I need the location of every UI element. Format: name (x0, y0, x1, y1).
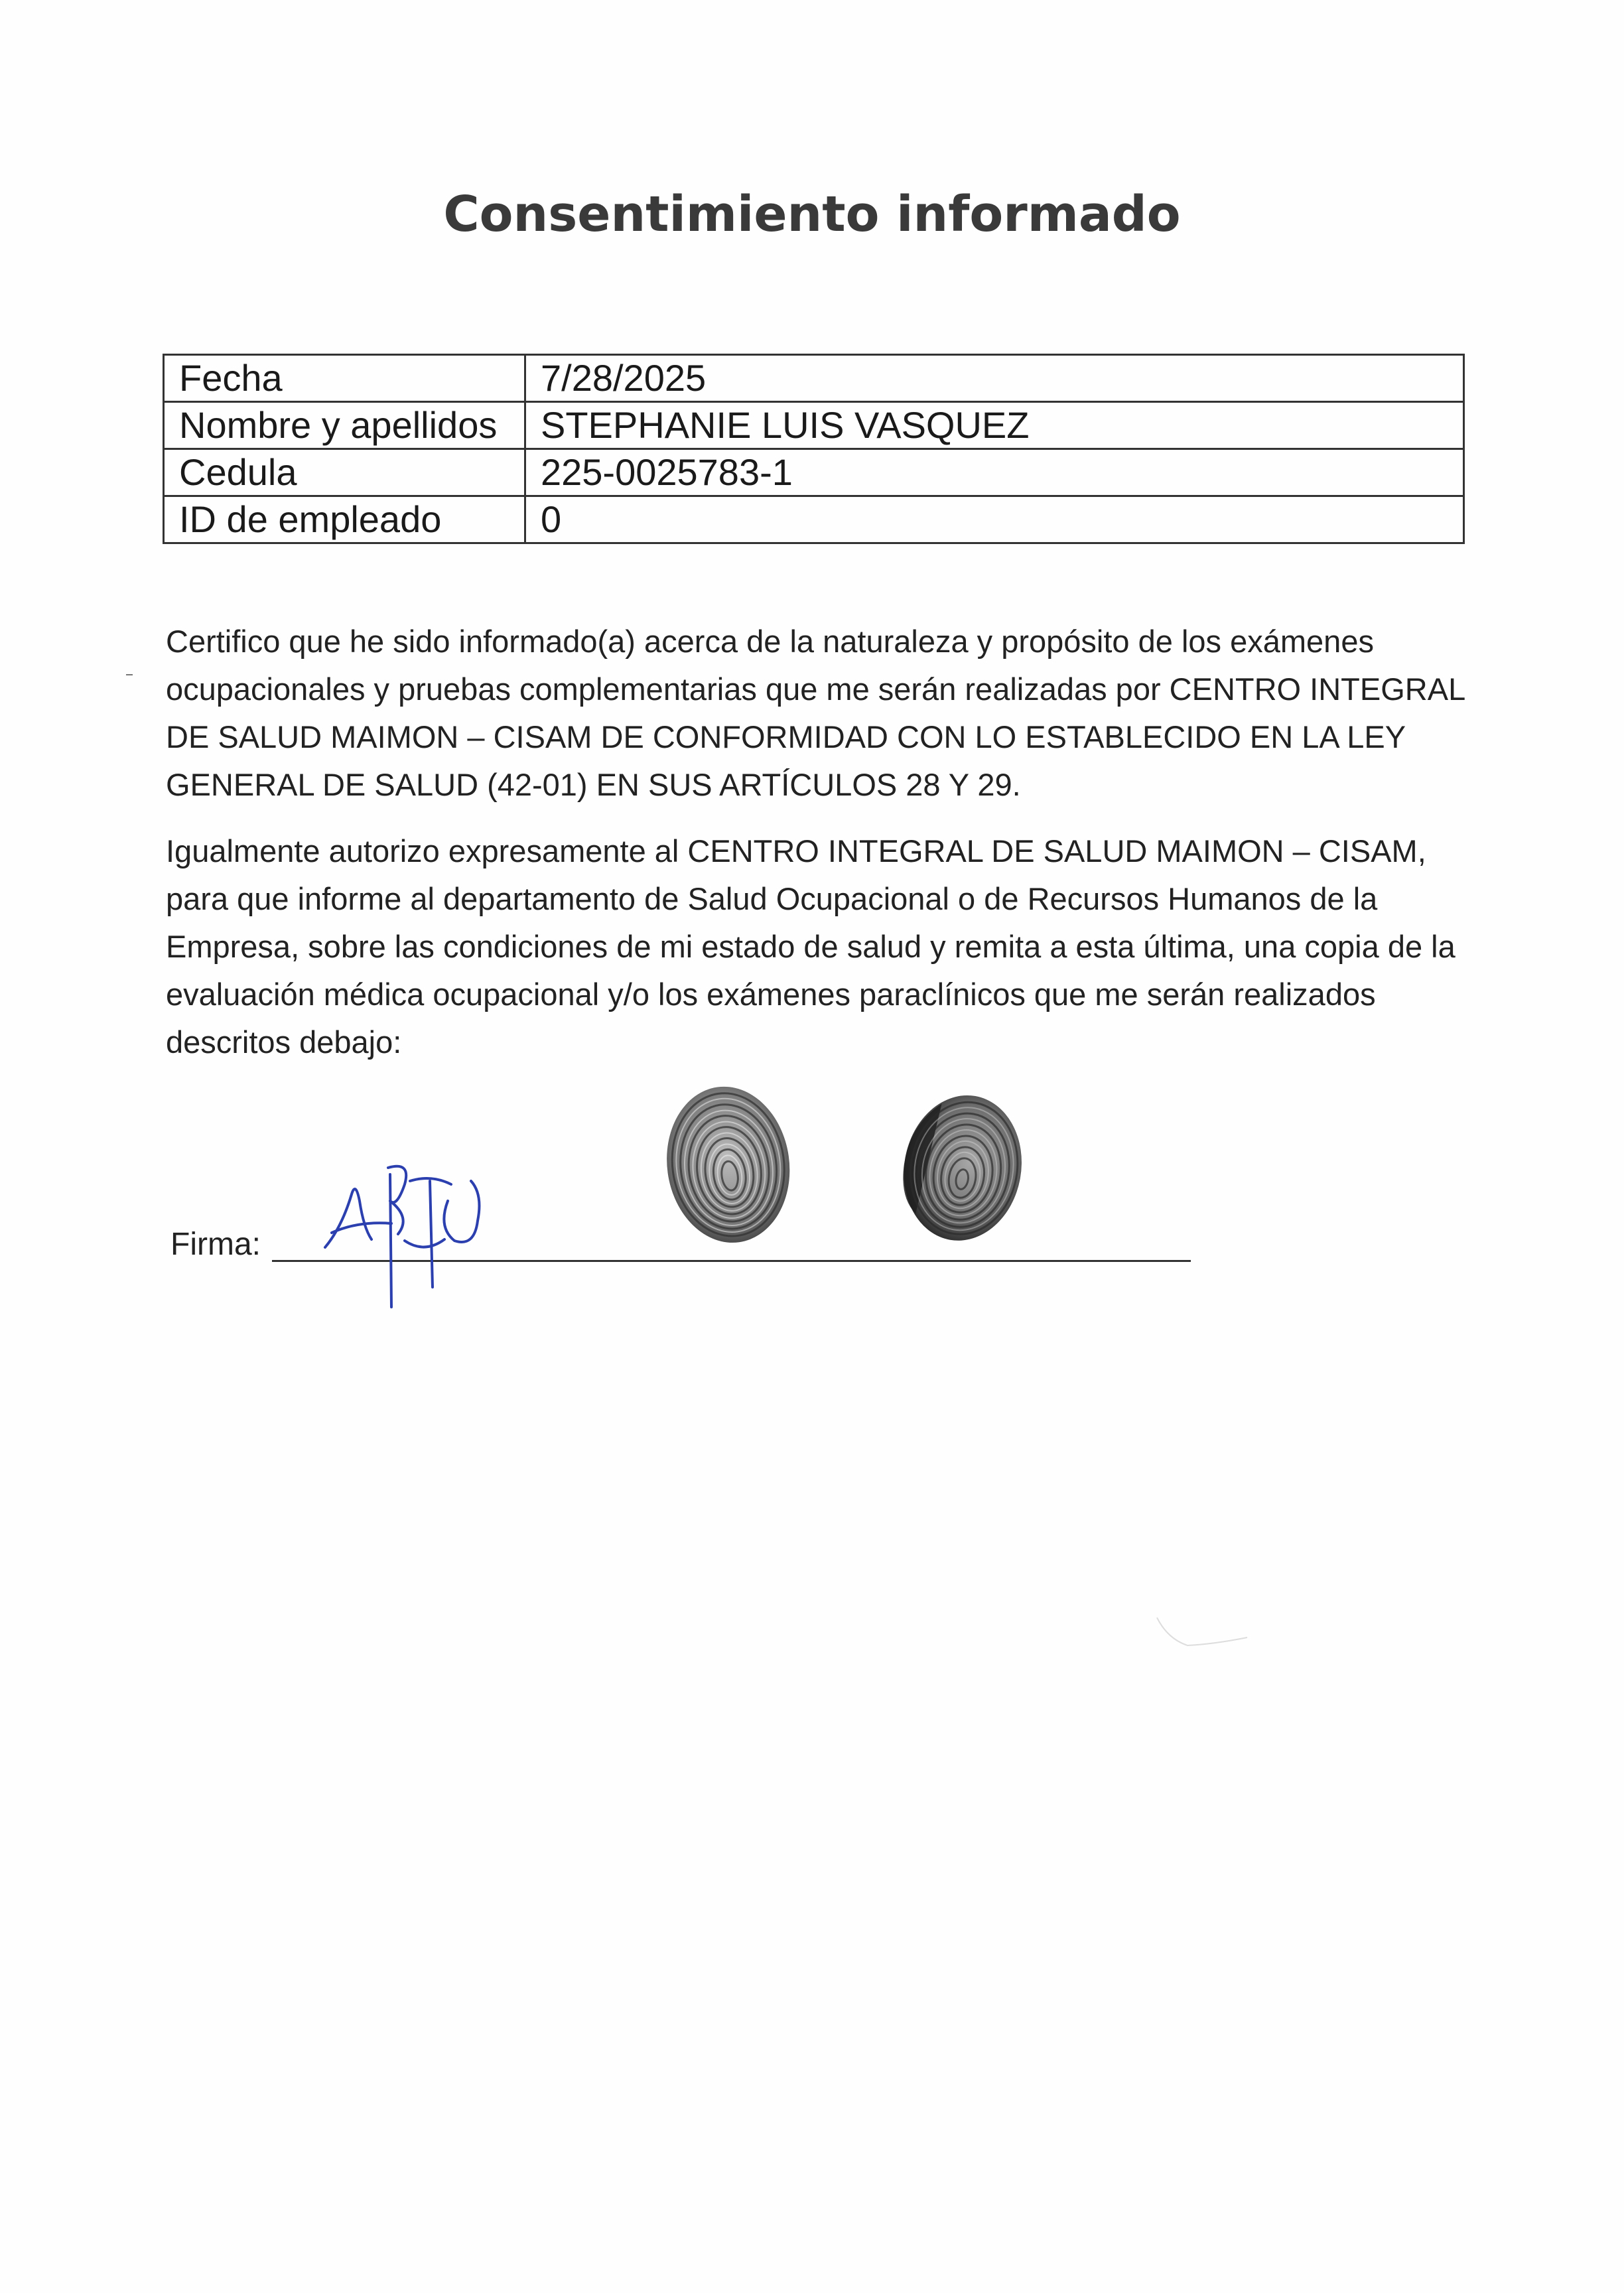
fingerprint-left (653, 1075, 806, 1247)
authorization-paragraph: Igualmente autorizo expresamente al CENTRO INTEGRAL DE SALUD MAIMON – CISAM, para que informe al departamento de Salud Ocupacional o de Recursos Humanos de la Empresa, sobre las condiciones de mi estado de salud y remita a esta última, una copia de la evaluación médica ocupacional y/o los exámenes paraclínicos que me serán realizados descritos debajo: (166, 833, 1455, 1060)
certification-paragraph: Certifico que he sido informado(a) acerca de la naturaleza y propósito de los exámenes ocupacionales y pruebas complementarias que me serán realizadas por CENTRO INTEGRAL DE SALUD MAIMON – CISAM DE CONFORMIDAD CON LO ESTABLECIDO EN LA LEY GENERAL DE SALUD (42-01) EN SUS ARTÍCULOS 28 Y 29. (166, 624, 1465, 802)
table-row (164, 496, 1464, 543)
scan-mark (1154, 1612, 1260, 1652)
row-label-fecha: Fecha (164, 355, 525, 402)
row-value-id-empleado: 0 (525, 496, 1464, 543)
handwritten-signature (312, 1154, 531, 1320)
row-label-nombre: Nombre y apellidos (164, 402, 525, 449)
table-row (164, 355, 1464, 402)
row-label-id-empleado: ID de empleado (164, 496, 525, 543)
document-title: Consentimiento informado (443, 186, 1181, 243)
signature-label: Firma: (170, 1227, 261, 1262)
row-value-cedula: 225-0025783-1 (525, 449, 1464, 496)
row-value-nombre: STEPHANIE LUIS VASQUEZ (525, 402, 1464, 449)
table-row (164, 449, 1464, 496)
scan-speck (126, 674, 133, 675)
row-label-cedula: Cedula (164, 449, 525, 496)
fingerprint-right (886, 1075, 1038, 1247)
row-value-fecha: 7/28/2025 (525, 355, 1464, 402)
info-table (163, 354, 1465, 544)
table-row (164, 402, 1464, 449)
